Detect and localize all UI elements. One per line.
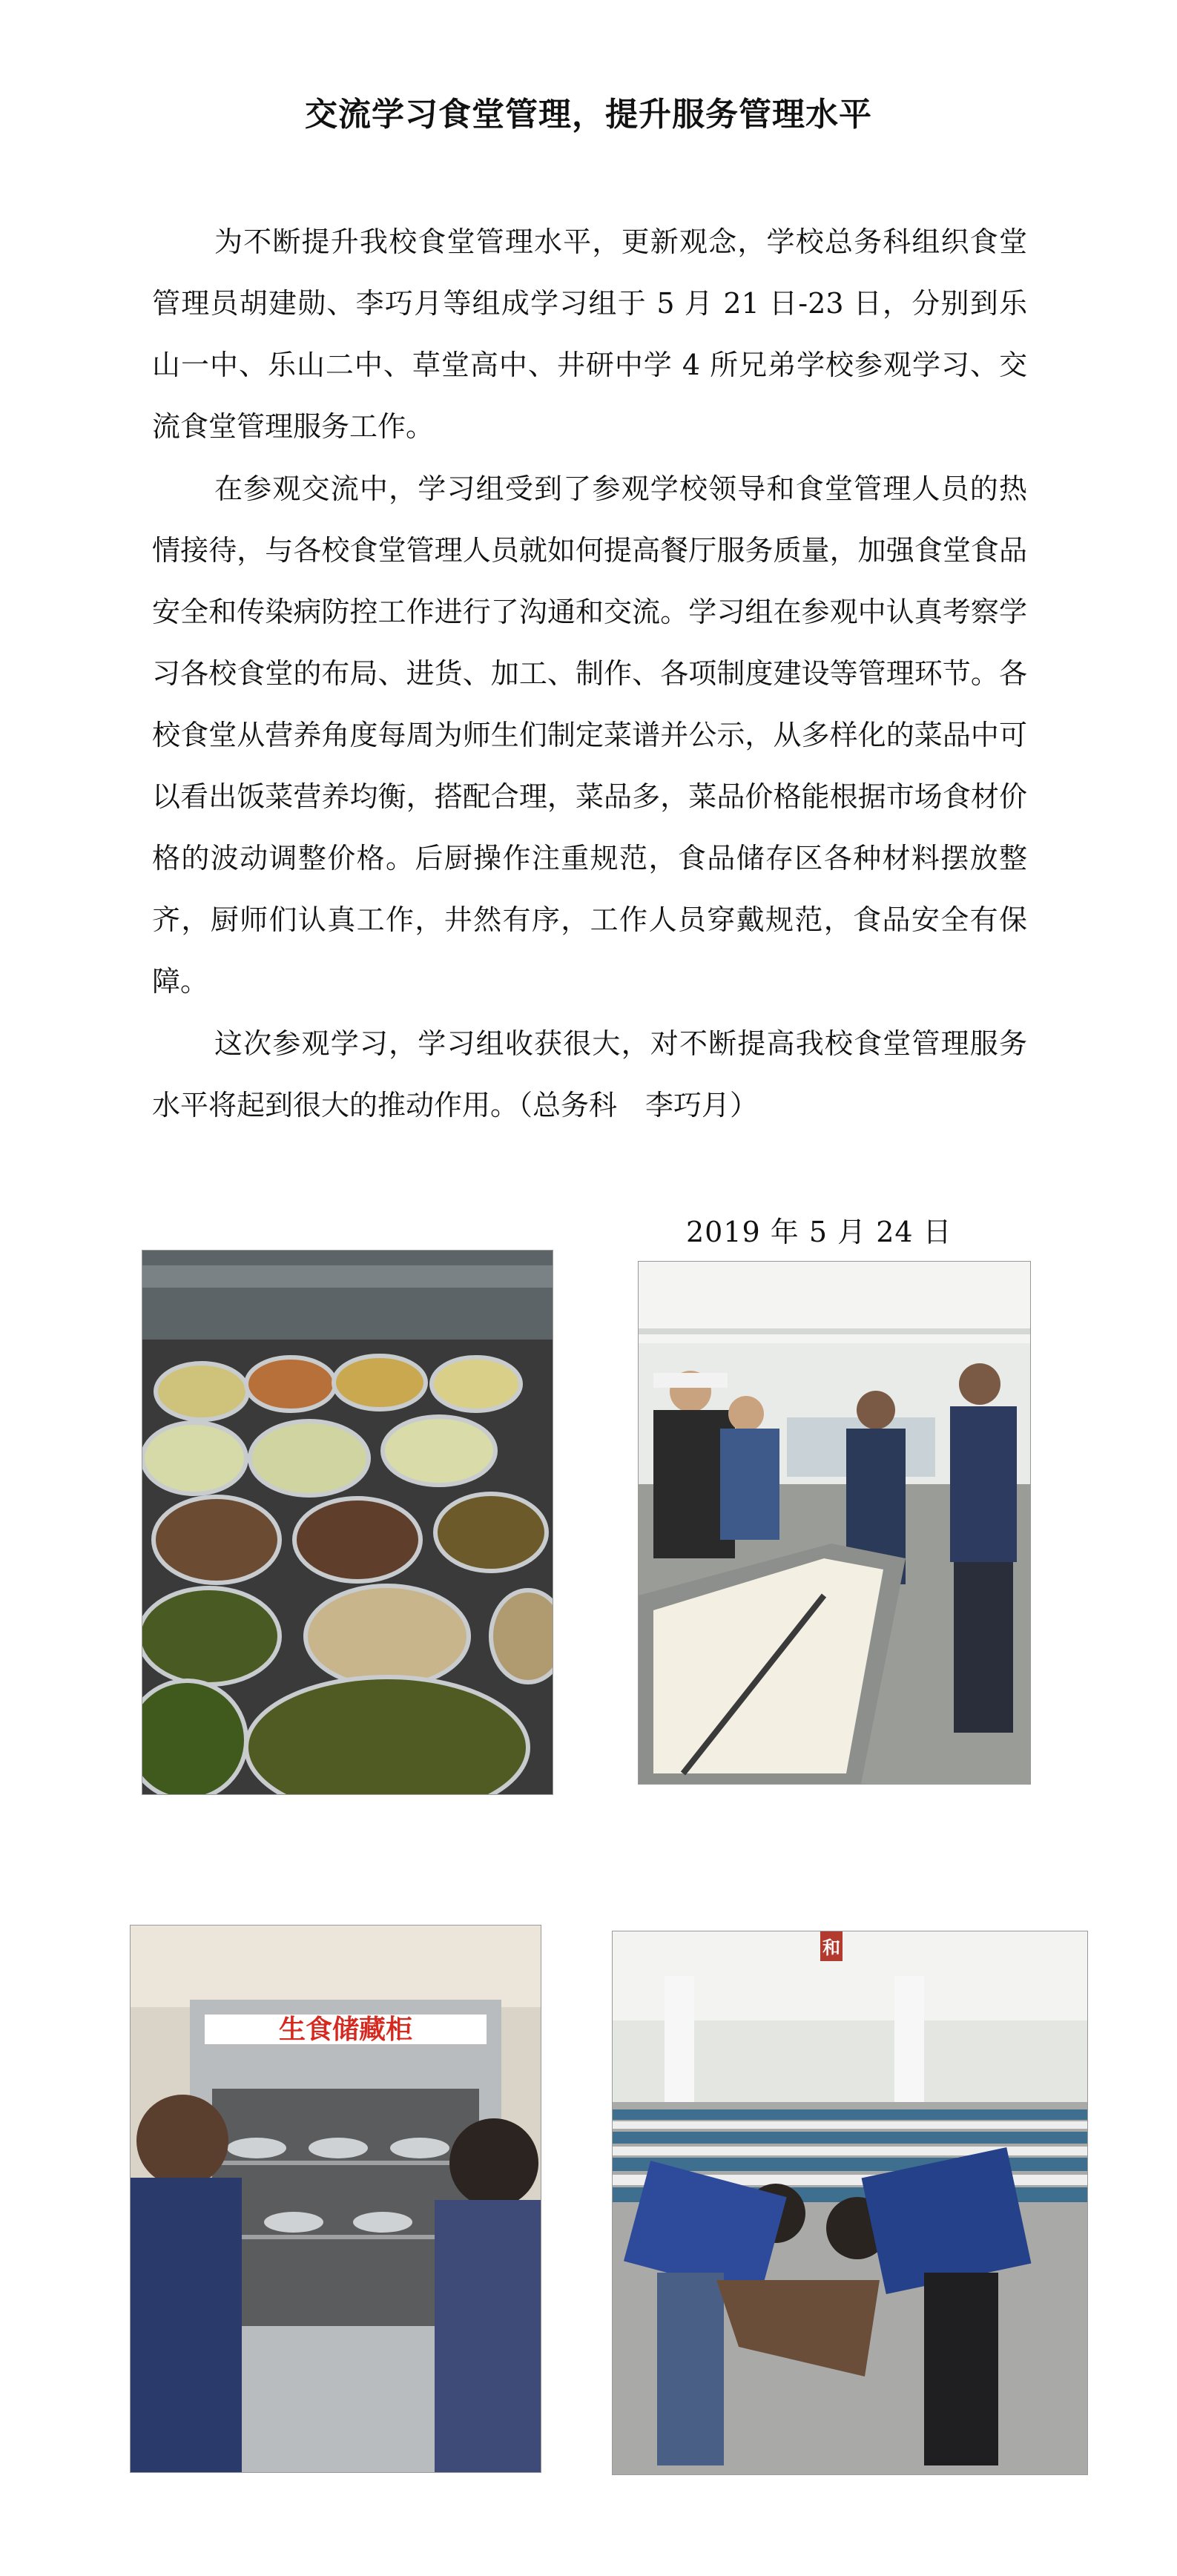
- article-date: 2019 年 5 月 24 日: [686, 1216, 952, 1248]
- dining-hall-image: [613, 1931, 1087, 2474]
- paragraph-2: 在参观交流中，学习组受到了参观学校领导和食堂管理人员的热情接待，与各校食堂管理人员就如何提高餐厅服务质量，加强食堂食品安全和传染病防控工作进行了沟通和交流。学习组在参观中认真考察学习各校食堂的布局、进货、加工、制作、各项制度建设等管理环节。各校食堂从营养角度每周为师生们制定菜谱并公示，从多样化的菜品中可以看出饭菜营养均衡，搭配合理，菜品多，菜品价格能根据市场食材价格的波动调整价格。后厨操作注重规范，食品储存区各种材料摆放整齐，厨师们认真工作，井然有序，工作人员穿戴规范，食品安全有保障。: [152, 472, 1027, 998]
- food-trays-image: [142, 1251, 553, 1794]
- hall-sign: 和: [822, 1937, 840, 1958]
- photo-dining-hall: [612, 1931, 1088, 2475]
- photo-food-trays: [142, 1250, 553, 1795]
- article-body: [152, 211, 1027, 1137]
- cabinet-sign: 生食储藏柜: [278, 2015, 413, 2045]
- paragraph-1: 为不断提升我校食堂管理水平，更新观念，学校总务科组织食堂管理员胡建勋、李巧月等组成学习组于 5 月 21 日-23 日，分别到乐山一中、乐山二中、草堂高中、井研中学 4 所兄弟学校参观学习、交流食堂管理服务工作。: [152, 225, 1027, 443]
- photo-rice-inspection: [638, 1261, 1031, 1785]
- storage-cabinet-image: [131, 1926, 541, 2472]
- rice-inspection-image: [639, 1262, 1030, 1784]
- paragraph-3: 这次参观学习，学习组收获很大，对不断提高我校食堂管理服务水平将起到很大的推动作用。（总务科 李巧月）: [152, 1027, 1027, 1121]
- photo-storage-cabinet: [130, 1925, 541, 2473]
- article-title: 交流学习食堂管理，提升服务管理水平: [305, 96, 872, 134]
